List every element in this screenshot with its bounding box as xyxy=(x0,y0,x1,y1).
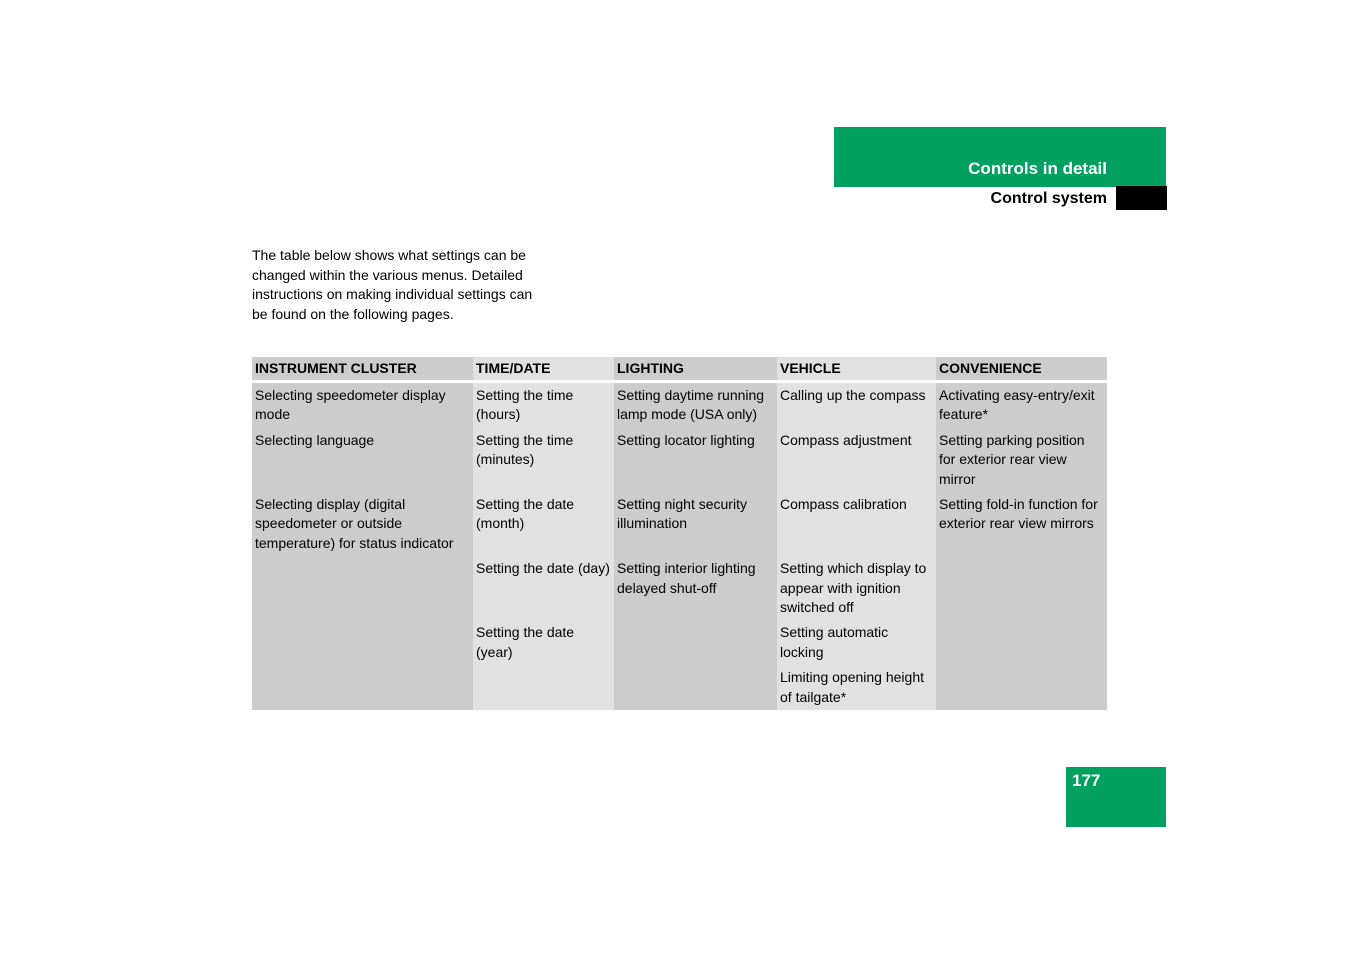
table-cell: Setting fold-in function for exterior rear view mirrors xyxy=(936,492,1107,556)
table-row xyxy=(252,492,1107,556)
table-cell xyxy=(473,665,614,710)
table-cell: Setting the time (minutes) xyxy=(473,428,614,492)
table-cell: Setting which display to appear with ignition switched off xyxy=(777,556,936,620)
intro-paragraph: The table below shows what settings can be changed within the various menus. Detailed instructions on making individual settings can be found on the following pages. xyxy=(252,247,533,322)
header-lighting: LIGHTING xyxy=(614,357,777,382)
table-cell: Setting the date (month) xyxy=(473,492,614,556)
table-cell: Setting parking position for exterior rear view mirror xyxy=(936,428,1107,492)
table-cell: Limiting opening height of tailgate* xyxy=(777,665,936,710)
table-cell xyxy=(936,665,1107,710)
table-cell xyxy=(614,620,777,665)
table-cell: Selecting language xyxy=(252,428,473,492)
table-cell: Selecting display (digital speedometer or outside temperature) for status indicator xyxy=(252,492,473,556)
table-cell: Compass adjustment xyxy=(777,428,936,492)
header-vehicle: VEHICLE xyxy=(777,357,936,382)
table-cell: Selecting speedometer display mode xyxy=(252,382,473,428)
table-row xyxy=(252,382,1107,428)
page-number: 177 xyxy=(1072,771,1101,790)
table-cell xyxy=(252,665,473,710)
table-cell: Setting interior lighting delayed shut-off xyxy=(614,556,777,620)
table-cell xyxy=(252,556,473,620)
table-cell: Compass calibration xyxy=(777,492,936,556)
table-cell xyxy=(252,620,473,665)
header-instrument-cluster: INSTRUMENT CLUSTER xyxy=(252,357,473,382)
table-cell: Setting night security illumination xyxy=(614,492,777,556)
header-time-date: TIME/DATE xyxy=(473,357,614,382)
section-title: Controls in detail xyxy=(968,159,1107,178)
table-cell: Setting automatic locking xyxy=(777,620,936,665)
table-cell: Calling up the compass xyxy=(777,382,936,428)
table-cell: Setting the date (day) xyxy=(473,556,614,620)
table-row xyxy=(252,620,1107,665)
table-cell: Setting the time (hours) xyxy=(473,382,614,428)
subsection-title: Control system xyxy=(990,190,1107,207)
table-cell: Setting daytime running lamp mode (USA only) xyxy=(614,382,777,428)
header-convenience: CONVENIENCE xyxy=(936,357,1107,382)
table-cell: Setting locator lighting xyxy=(614,428,777,492)
table-cell xyxy=(614,665,777,710)
table-cell: Activating easy-entry/exit feature* xyxy=(936,382,1107,428)
table-cell: Setting the date (year) xyxy=(473,620,614,665)
table-row xyxy=(252,556,1107,620)
table-header-row xyxy=(252,357,1107,382)
table-row xyxy=(252,428,1107,492)
table-cell xyxy=(936,620,1107,665)
table-row xyxy=(252,665,1107,710)
table-cell xyxy=(936,556,1107,620)
settings-table xyxy=(252,357,1107,710)
header-tab-marker xyxy=(1116,186,1167,210)
